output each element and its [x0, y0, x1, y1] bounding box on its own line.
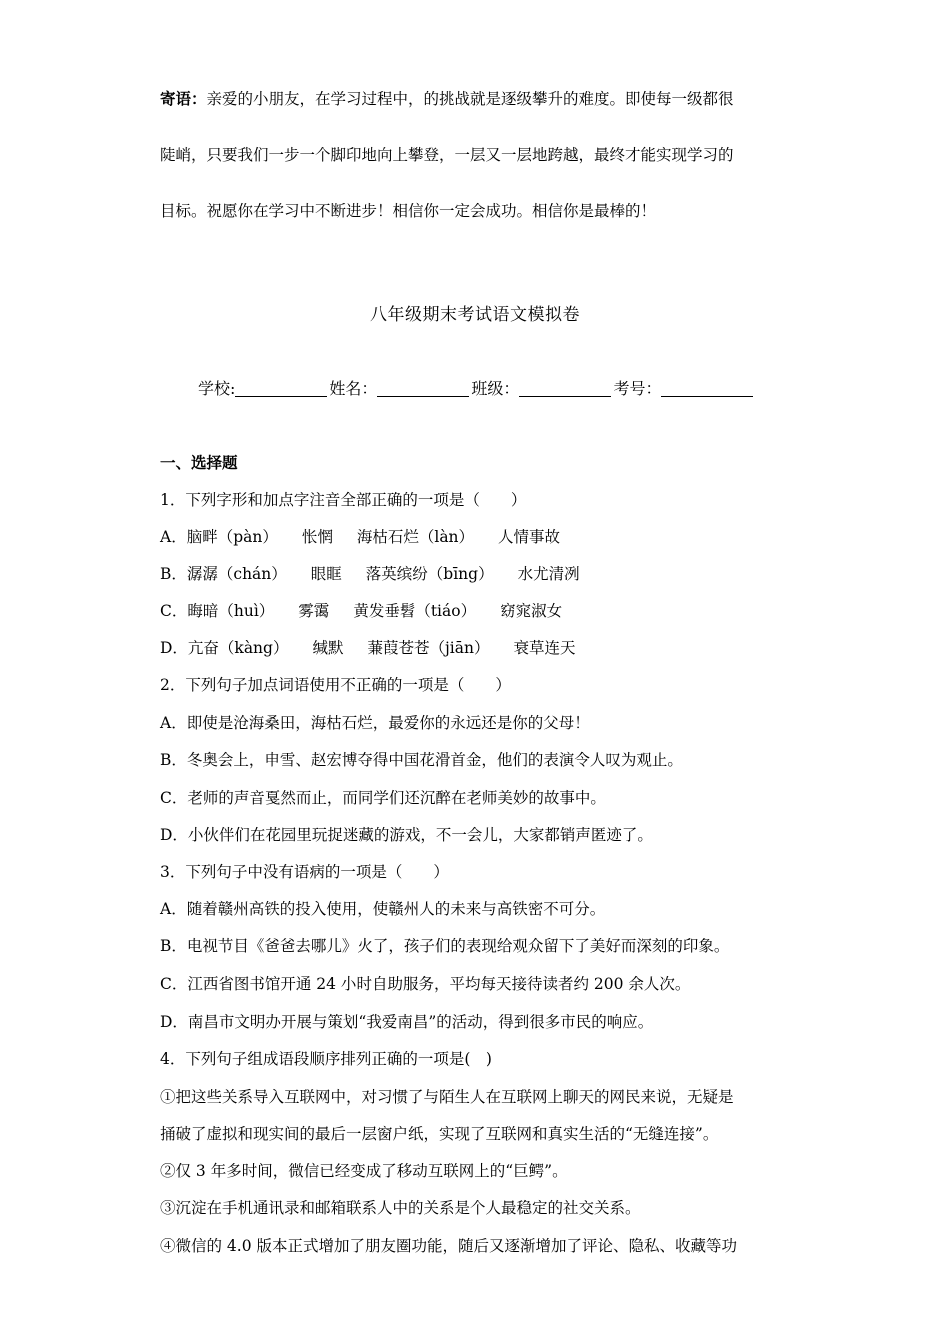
q1-d-part2: 缄默 — [312, 639, 344, 657]
q1-stem: 1．下列字形和加点字注音全部正确的一项是（ ） — [160, 491, 527, 509]
name-blank[interactable] — [377, 380, 469, 397]
q3-option-b: B．电视节目《爸爸去哪儿》火了，孩子们的表现给观众留下了美好而深刻的印象。 — [160, 937, 730, 955]
q1-a-part4: 人情事故 — [498, 528, 561, 546]
class-blank[interactable] — [519, 380, 611, 397]
q4-sentence-1b: 捅破了虚拟和现实间的最后一层窗户纸，实现了互联网和真实生活的“无缝连接”。 — [160, 1125, 719, 1143]
student-info-fields — [198, 376, 755, 399]
q3-option-c: C．江西省图书馆开通 24 小时自助服务，平均每天接待读者约 200 余人次。 — [160, 975, 691, 993]
q1-b-part2: 眼眶 — [310, 565, 342, 583]
q1-c-part4: 窈窕淑女 — [500, 602, 563, 620]
number-label: 考号： — [613, 379, 662, 398]
q1-d-part1: D．亢奋（kàng） — [160, 639, 289, 657]
q1-option-c — [160, 599, 562, 621]
q4-sentence-1a: ①把这些关系导入互联网中，对习惯了与陌生人在互联网上聊天的网民来说，无疑是 — [160, 1088, 734, 1106]
q1-b-part3: 落英缤纷（bīng） — [365, 565, 494, 583]
name-label: 姓名： — [329, 379, 378, 398]
q4-stem: 4．下列句子组成语段顺序排列正确的一项是( ) — [160, 1050, 492, 1068]
q3-option-a: A．随着赣州高铁的投入使用，使赣州人的未来与高铁密不可分。 — [160, 900, 606, 918]
q1-b-part1: B．潺潺（chán） — [160, 565, 287, 583]
q1-a-part3: 海枯石烂（làn） — [356, 528, 475, 546]
q3-option-d: D．南昌市文明办开展与策划“我爱南昌”的活动，得到很多市民的响应。 — [160, 1013, 654, 1031]
intro-label: 寄语： — [160, 89, 207, 108]
q1-d-part3: 蒹葭苍苍（jiān） — [367, 639, 490, 657]
intro-text-1: 亲爱的小朋友，在学习过程中，的挑战就是逐级攀升的难度。即使每一级都很 — [206, 90, 734, 108]
number-blank[interactable] — [661, 380, 753, 397]
q1-d-part4: 衰草连天 — [513, 639, 576, 657]
section-heading: 一、选择题 — [160, 453, 238, 472]
q2-option-b: B．冬奥会上，申雪、赵宏博夺得中国花滑首金，他们的表演令人叹为观止。 — [160, 751, 683, 769]
q1-option-a — [160, 525, 560, 547]
q1-option-d — [160, 636, 576, 658]
q2-stem: 2．下列句子加点词语使用不正确的一项是（ ） — [160, 676, 511, 694]
q2-option-c: C．老师的声音戛然而止，而同学们还沉醉在老师美妙的故事中。 — [160, 789, 606, 807]
q3-stem: 3．下列句子中没有语病的一项是（ ） — [160, 863, 449, 881]
q2-option-d: D．小伙伴们在花园里玩捉迷藏的游戏，不一会儿，大家都销声匿迹了。 — [160, 826, 653, 844]
q1-c-part1: C．晦暗（huì） — [160, 602, 275, 620]
intro-line-1 — [160, 90, 790, 108]
q1-c-part2: 雾霭 — [298, 602, 330, 620]
q1-a-part1: A．脑畔（pàn） — [160, 528, 278, 546]
q1-c-part3: 黄发垂髫（tiáo） — [353, 602, 477, 620]
exam-title: 八年级期末考试语文模拟卷 — [370, 305, 580, 325]
q4-sentence-3: ③沉淀在手机通讯录和邮箱联系人中的关系是个人最稳定的社交关系。 — [160, 1199, 641, 1217]
intro-line-3: 目标。祝愿你在学习中不断进步！相信你一定会成功。相信你是最棒的！ — [160, 202, 657, 220]
school-blank[interactable] — [235, 380, 327, 397]
q1-a-part2: 怅惘 — [301, 528, 333, 546]
intro-line-2: 陡峭，只要我们一步一个脚印地向上攀登，一层又一层地跨越，最终才能实现学习的 — [160, 146, 734, 164]
school-label: 学校: — [198, 379, 236, 398]
q2-option-a: A．即使是沧海桑田，海枯石烂，最爱你的永远还是你的父母！ — [160, 714, 590, 732]
q4-sentence-4: ④微信的 4.0 版本正式增加了朋友圈功能，随后又逐渐增加了评论、隐私、收藏等功 — [160, 1237, 738, 1255]
q4-sentence-2: ②仅 3 年多时间，微信已经变成了移动互联网上的“巨鳄”。 — [160, 1162, 568, 1180]
q1-b-part4: 水尤清冽 — [517, 565, 580, 583]
class-label: 班级： — [471, 379, 520, 398]
q1-option-b — [160, 562, 580, 584]
